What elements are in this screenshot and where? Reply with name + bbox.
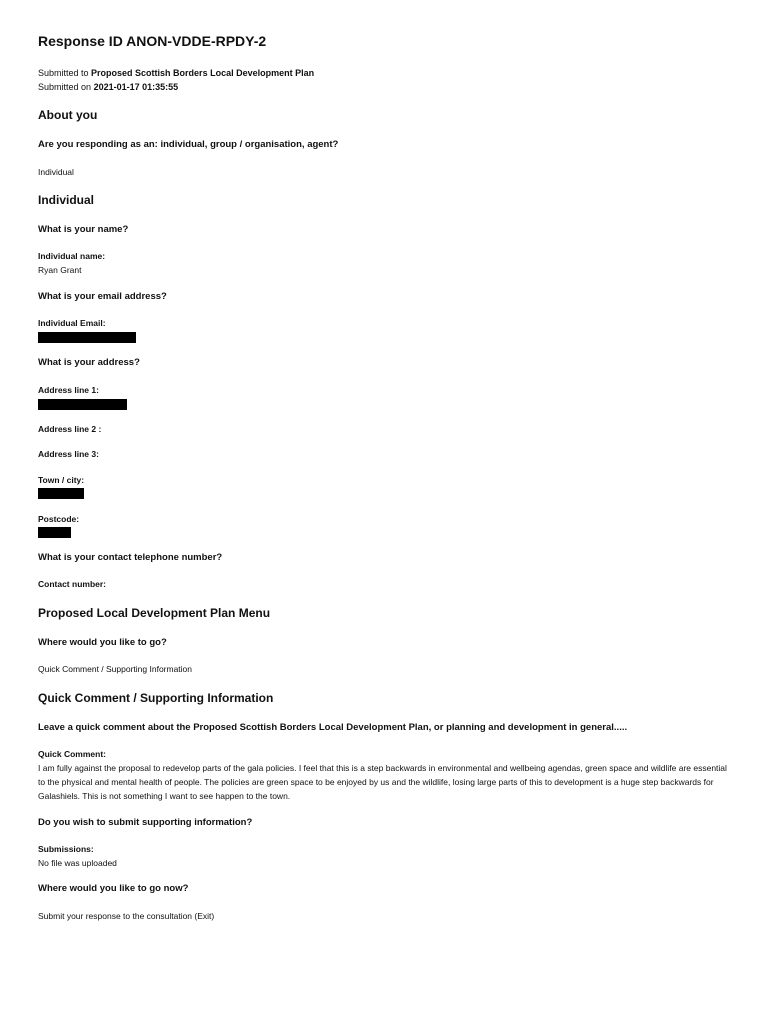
next-answer: Submit your response to the consultation (Exit): [38, 911, 215, 921]
about-heading: About you: [38, 108, 98, 122]
address-line-2-label: Address line 2 :: [38, 424, 102, 434]
name-question: What is your name?: [38, 224, 129, 235]
submitted-to-line: [38, 68, 314, 78]
redacted-address-block: [38, 399, 127, 410]
quick-comment-text: I am fully against the proposal to redevelop parts of the gala policies. I feel that this is a step backwards in environmental and wellbeing agendas, green space and wildlife are essential to the physical and mental health of people. The policies are green space to be enjoyed by us and the wildlife, losing large parts of this to development is a huge step backwards for Galashiels. This is not something I want to see happen to the town.: [38, 763, 727, 801]
response-title: Response ID ANON-VDDE-RPDY-2: [38, 33, 267, 49]
submissions-label: Submissions:: [38, 844, 94, 854]
name-label: Individual name:: [38, 251, 106, 261]
responding-as-answer: Individual: [38, 167, 74, 177]
quick-comment-question: Leave a quick comment about the Proposed Scottish Borders Local Development Plan, or planning and development in general.....: [38, 722, 628, 733]
submissions-value: No file was uploaded: [38, 858, 117, 868]
address-line-1-label: Address line 1:: [38, 385, 99, 395]
menu-question: Where would you like to go?: [38, 637, 167, 648]
name-value: Ryan Grant: [38, 265, 82, 275]
postcode-label: Postcode:: [38, 514, 80, 524]
redacted-postcode-block: [38, 527, 71, 538]
individual-heading: Individual: [38, 193, 95, 207]
menu-heading: Proposed Local Development Plan Menu: [38, 606, 271, 620]
address-question: What is your address?: [38, 357, 140, 368]
responding-as-question: Are you responding as an: individual, group / organisation, agent?: [38, 139, 339, 150]
submitted-on-line: [38, 82, 178, 92]
email-question: What is your email address?: [38, 291, 167, 302]
supporting-info-question: Do you wish to submit supporting information?: [38, 817, 253, 828]
submitted-to-label: Submitted to: [38, 68, 89, 78]
submitted-on-value: 2021-01-17 01:35:55: [93, 82, 179, 92]
quick-comment-label: Quick Comment:: [38, 749, 107, 759]
redacted-email-block: [38, 332, 136, 343]
quick-comment-heading: Quick Comment / Supporting Information: [38, 691, 274, 705]
address-line-3-label: Address line 3:: [38, 449, 99, 459]
phone-question: What is your contact telephone number?: [38, 552, 223, 563]
redacted-town-block: [38, 488, 84, 499]
next-question: Where would you like to go now?: [38, 883, 189, 894]
phone-label: Contact number:: [38, 579, 106, 589]
email-label: Individual Email:: [38, 318, 106, 328]
town-label: Town / city:: [38, 475, 85, 485]
menu-answer: Quick Comment / Supporting Information: [38, 664, 193, 674]
submitted-to-value: Proposed Scottish Borders Local Development Plan: [91, 68, 315, 78]
submitted-on-label: Submitted on: [38, 82, 92, 92]
